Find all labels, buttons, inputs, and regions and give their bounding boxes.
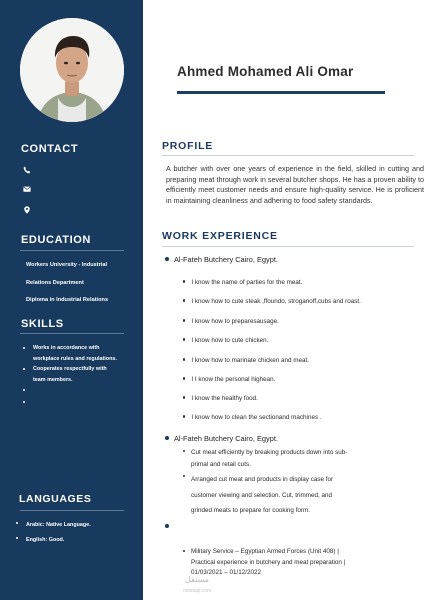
contact-heading: CONTACT [21,143,79,155]
education-item: Relations Department [26,280,84,286]
military-line: Military Service – Egyptian Armed Forces (Unit 408) | [183,547,413,558]
task-text: I know how to cute steak ,ffoundo, stroganoff,cubs and roast. [191,298,361,305]
task-line: Arranged cut meat and products in display case for [183,472,413,488]
profile-summary: A butcher with over one years of experience in the field, skilled in cutting and preparing meat through work in several butcher shops. He has a proven ability to efficiently meet customer needs and ensure high-quality service. He is proficient in maintaining cleanliness and adhering to food safety standards. [166,164,424,205]
skill-text: workplace rules and regulations. [33,355,117,362]
skill-item [22,343,138,364]
task-line: grinded meats to prepare for cooking form. [191,507,311,514]
task-text: I know how to clean the sectionand machines . [191,414,322,421]
task-line: primal and retail cuts. [191,461,251,468]
skill-item-empty [22,397,138,409]
employer-entry [165,255,278,264]
education-item: Workers University - Industrial [26,262,108,268]
sidebar [0,0,143,600]
profile-divider [162,155,414,156]
task-line: customer viewing and selection. Cut, trimmed, and [191,491,333,499]
skill-text: Works in accordance with [33,345,100,351]
phone-icon [21,164,33,176]
employer-bullet [165,257,169,261]
watermark-url: mostaql.com [183,588,212,594]
skill-item-empty [22,385,138,397]
task-text: I know the name of parties for the meat. [191,279,303,286]
task-item [183,472,413,519]
email-icon [21,183,33,195]
language-item: English: Good. [15,533,131,548]
location-pin-icon [21,204,33,216]
profile-photo-image [20,18,124,122]
skill-text: Cooperates respectfully with [33,366,107,372]
task-text: I know how to preparesausage. [191,318,279,325]
task-item [183,298,361,305]
employer-name: Al-Fateh Butchery Cairo, Egypt. [174,255,278,264]
name-underline [177,91,385,94]
education-item: Diploma in Industrial Relations [26,297,109,303]
candidate-name: Ahmed Mohamed Ali Omar [177,64,354,79]
military-line: 01/03/2021 – 01/12/2022 [191,569,262,576]
empty-entry-bullet [165,524,169,528]
education-divider [20,250,124,251]
work-experience-heading: WORK EXPERIENCE [162,230,278,242]
task-item [183,318,279,325]
skills-list [22,343,138,409]
work-experience-divider [162,246,414,247]
task-text: I know how to cute chicken. [191,337,269,344]
employer-bullet [165,436,169,440]
skill-item [22,364,138,385]
military-entry [183,547,413,579]
employer-entry [165,434,278,443]
language-item: Arabic: Native Language. [15,518,131,533]
task-text: I know how to marinate chicken and meat. [191,357,309,364]
languages-divider [20,510,124,511]
profile-photo [20,18,124,122]
languages-heading: LANGUAGES [19,493,92,505]
watermark-logo: مستقل [185,575,209,584]
skills-divider [20,333,124,334]
task-line: Cut meat efficiently by breaking products down into sub- [183,447,413,459]
education-heading: EDUCATION [21,234,91,246]
languages-list [15,518,131,548]
task-text: I I know the personal highean. [191,376,276,383]
task-item [183,337,268,344]
task-item [183,414,322,421]
skills-heading: SKILLS [21,318,64,330]
employer-name: Al-Fateh Butchery Cairo, Egypt. [174,434,278,443]
profile-heading: PROFILE [162,140,214,152]
task-item [183,447,413,471]
task-item [183,357,309,364]
task-text: I know the healthy food. [191,395,258,402]
military-line: Practical experience in butchery and meat preparation | [191,558,346,566]
task-item [183,279,302,286]
task-item [183,395,258,402]
skill-text: team members. [33,376,73,383]
task-item [183,376,275,383]
